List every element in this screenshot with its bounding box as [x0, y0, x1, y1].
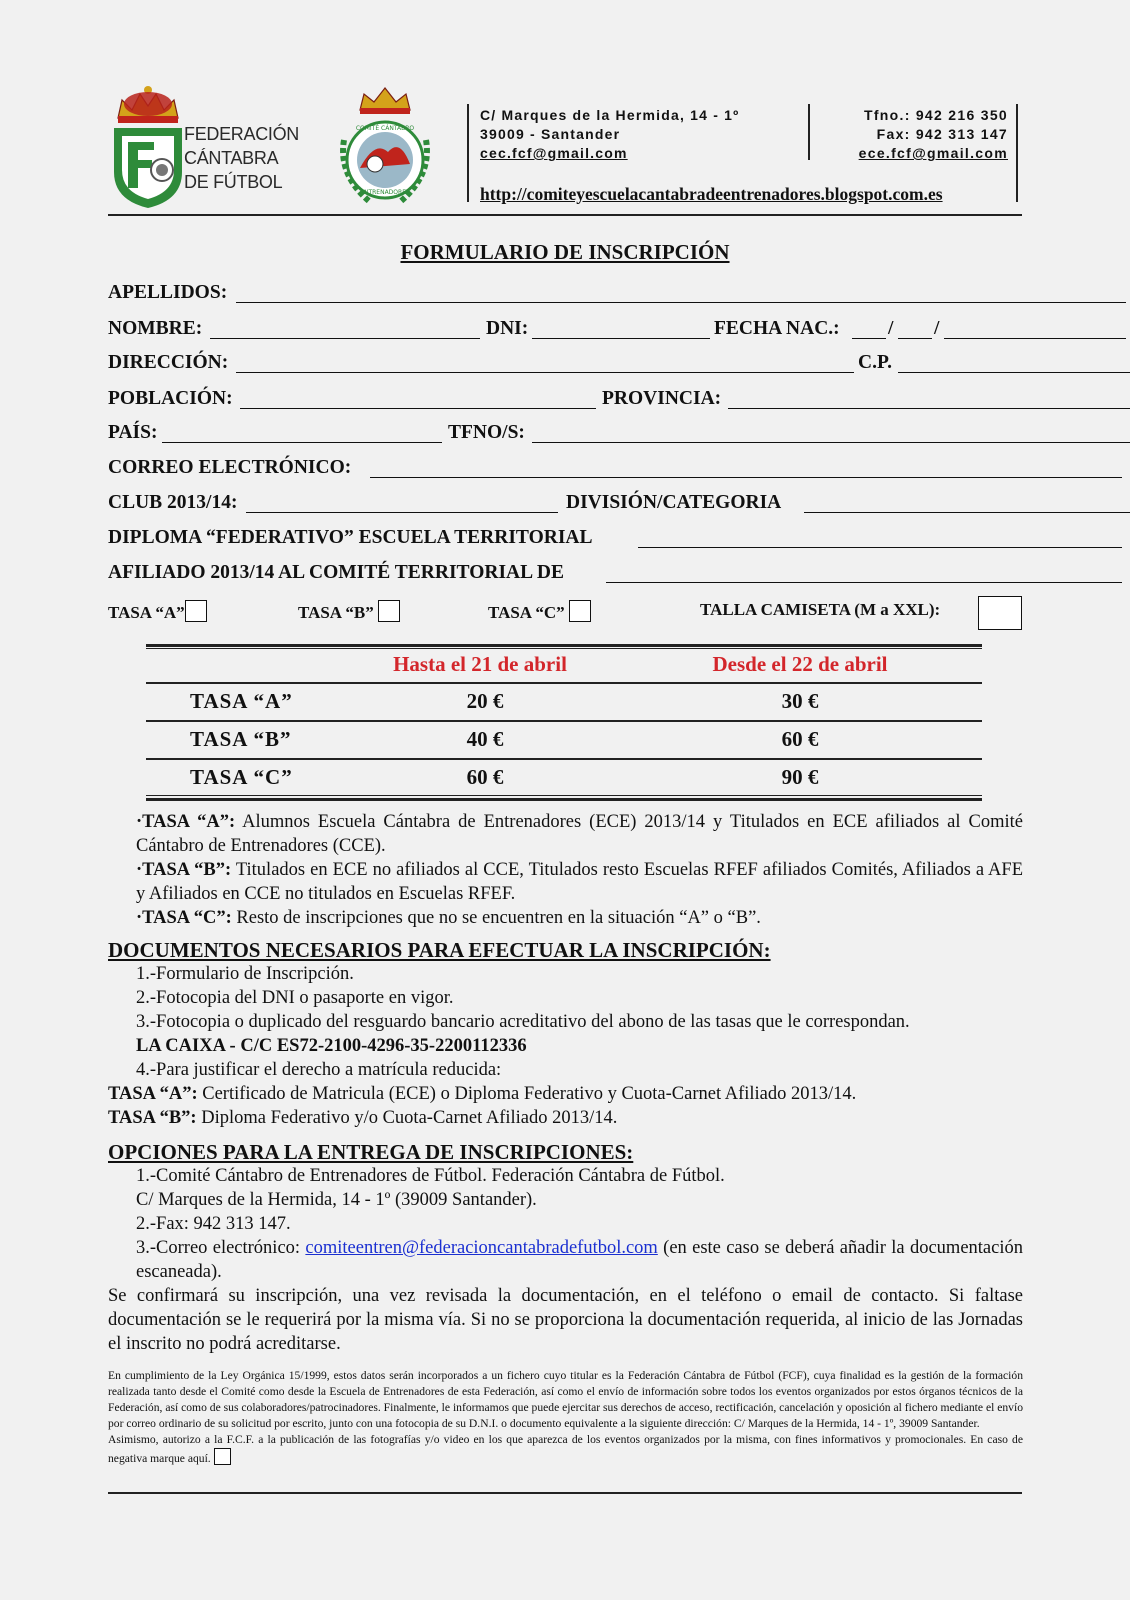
blog-link[interactable]: http://comiteyescuelacantabradeentrenadores.blogspot.com.es [480, 184, 943, 204]
tasa-b-desc-label: ·TASA “B”: [136, 860, 232, 880]
opt-item-3 [108, 1236, 1023, 1284]
doc-item-4: 4.-Para justificar el derecho a matrícula reducida: [136, 1060, 502, 1080]
bank-account: LA CAIXA - C/C ES72-2100-4296-35-2200112336 [136, 1036, 527, 1056]
org-name-line3: DE FÚTBOL [184, 172, 283, 192]
legal-text [108, 1368, 1023, 1467]
col-header-late: Desde el 22 de abril [712, 652, 888, 676]
badge-text-bottom: ENTRENADORES [360, 189, 410, 196]
doc-item-3: 3.-Fotocopia o duplicado del resguardo bancario acreditativo del abono de las tasas que le correspondan. [136, 1012, 910, 1032]
fcf-logo [108, 80, 188, 210]
header-divider [808, 104, 810, 160]
opt-item-2: 2.-Fax: 942 313 147. [136, 1214, 291, 1234]
fee-row-label: TASA “B” [190, 727, 292, 751]
email-link[interactable]: comiteentren@federacioncantabradefutbol.com [305, 1238, 658, 1258]
tasa-a-checkbox[interactable] [185, 600, 207, 622]
fee-early-value: 40 € [466, 727, 504, 751]
doc-tasa-a-text: Certificado de Matricula (ECE) o Diploma Federativo y Cuota-Carnet Afiliado 2013/14. [197, 1084, 857, 1104]
tfnos-label: TFNO/S: [448, 422, 525, 443]
opt-item-3-post: (en este caso se deberá añadir la documentación escaneada). [136, 1238, 1023, 1282]
fee-row-label: TASA “C” [190, 765, 293, 789]
doc-tasa-b-label: TASA “B”: [108, 1108, 197, 1128]
table-rule [146, 720, 982, 722]
confirm-text: Se confirmará su inscripción, una vez revisada la documentación, en el teléfono o email de contacto. Si faltase documentación se le requerirá por la misma vía. Si no se proporciona la documentación requerida, al inicio de las Jornadas el inscrito no podrá acreditarse. [108, 1286, 1023, 1354]
doc-tasa-b-text: Diploma Federativo y/o Cuota-Carnet Afiliado 2013/14. [196, 1108, 618, 1128]
doc-item-1: 1.-Formulario de Inscripción. [136, 964, 354, 984]
poblacion-field[interactable] [240, 388, 596, 409]
contact-address [480, 106, 739, 163]
header-divider [1016, 104, 1018, 202]
correo-label: CORREO ELECTRÓNICO: [108, 457, 352, 478]
afiliado-label: AFILIADO 2013/14 AL COMITÉ TERRITORIAL DE [108, 562, 565, 583]
documentos-heading: DOCUMENTOS NECESARIOS PARA EFECTUAR LA INSCRIPCIÓN: [108, 938, 771, 962]
apellidos-label: APELLIDOS: [108, 282, 228, 303]
cp-field[interactable] [898, 352, 1130, 373]
opciones-section [108, 1140, 1023, 1356]
tasa-b-label: TASA “B” [298, 603, 374, 622]
fee-early-value: 20 € [466, 689, 504, 713]
opciones-heading: OPCIONES PARA LA ENTREGA DE INSCRIPCIONES: [108, 1140, 634, 1164]
provincia-field[interactable] [728, 388, 1130, 409]
fax-text: Fax: 942 313 147 [876, 126, 1008, 142]
header-divider [467, 104, 469, 202]
email-link[interactable]: cec.fcf@gmail.com [480, 145, 628, 161]
footer-rule [108, 1492, 1022, 1494]
fecha-year-field[interactable] [944, 318, 1126, 339]
tasa-a-label: TASA “A” [108, 603, 185, 622]
tasa-a-check-label [108, 600, 207, 623]
fee-late-value: 60 € [781, 727, 819, 751]
address-line2: 39009 - Santander [480, 126, 621, 142]
committee-badge-logo [330, 80, 440, 210]
tasa-b-desc-text: Titulados en ECE no afiliados al CCE, Titulados resto Escuelas RFEF afiliados Comités, Afiliados a AFE y Afiliados en CCE no titulados en Escuelas RFEF. [136, 860, 1023, 904]
header-rule [108, 214, 1022, 216]
fecha-nac-label: FECHA NAC.: [714, 318, 840, 339]
nombre-field[interactable] [210, 318, 480, 339]
doc-tasa-a-label: TASA “A”: [108, 1084, 198, 1104]
tasa-c-checkbox[interactable] [569, 600, 591, 622]
org-name-line1: FEDERACIÓN [184, 124, 300, 144]
division-field[interactable] [804, 492, 1130, 513]
nombre-label: NOMBRE: [108, 318, 203, 339]
org-name-line2: CÁNTABRA [184, 148, 279, 168]
poblacion-label: POBLACIÓN: [108, 388, 233, 409]
dni-label: DNI: [486, 318, 529, 339]
tasa-b-checkbox[interactable] [378, 600, 400, 622]
tasa-a-desc-text: Alumnos Escuela Cántabra de Entrenadores (ECE) 2013/14 y Titulados en ECE afiliados al Comité Cántabro de Entrenadores (CCE). [136, 812, 1023, 856]
consent-checkbox[interactable] [214, 1448, 231, 1465]
club-label: CLUB 2013/14: [108, 492, 238, 513]
apellidos-field[interactable] [236, 282, 1126, 303]
tasa-a-desc [108, 810, 1023, 858]
fee-early-value: 60 € [466, 765, 504, 789]
fee-late-value: 90 € [781, 765, 819, 789]
date-slash: / [888, 318, 894, 339]
diploma-field[interactable] [638, 527, 1122, 548]
table-rule [146, 795, 982, 796]
phone-text: Tfno.: 942 216 350 [863, 107, 1008, 123]
afiliado-field[interactable] [606, 562, 1122, 583]
opt-item-1: 1.-Comité Cántabro de Entrenadores de Fútbol. Federación Cántabra de Fútbol. [136, 1166, 725, 1186]
direccion-field[interactable] [236, 352, 854, 373]
form-title: FORMULARIO DE INSCRIPCIÓN [400, 240, 730, 264]
fee-row-label: TASA “A” [190, 689, 293, 713]
talla-label: TALLA CAMISETA (M a XXL): [700, 600, 941, 619]
table-rule [146, 682, 982, 684]
tasa-c-desc-text: Resto de inscripciones que no se encuentren en la situación “A” o “B”. [231, 908, 761, 928]
dni-field[interactable] [532, 318, 710, 339]
address-line1: C/ Marques de la Hermida, 14 - 1º [480, 107, 740, 123]
tasa-a-desc-label: ·TASA “A”: [136, 812, 236, 832]
date-slash: / [934, 318, 940, 339]
table-rule [146, 758, 982, 760]
fecha-day-field[interactable] [852, 318, 886, 339]
org-name [184, 122, 299, 194]
doc-item-2: 2.-Fotocopia del DNI o pasaporte en vigor. [136, 988, 454, 1008]
club-field[interactable] [246, 492, 558, 513]
tfnos-field[interactable] [532, 422, 1130, 443]
tasa-c-desc [108, 906, 1023, 930]
email2-link[interactable]: ece.fcf@gmail.com [858, 145, 1008, 161]
tasa-descriptions [108, 810, 1023, 930]
doc-tasa-a [108, 1082, 1023, 1106]
pais-label: PAÍS: [108, 422, 158, 443]
provincia-label: PROVINCIA: [602, 388, 722, 409]
cp-label: C.P. [858, 352, 892, 373]
crown-icon [118, 86, 178, 123]
tasa-b-desc [108, 858, 1023, 906]
pais-field[interactable] [162, 422, 442, 443]
documentos-section [108, 938, 1023, 1130]
tasa-c-label: TASA “C” [488, 603, 565, 622]
direccion-label: DIRECCIÓN: [108, 352, 229, 373]
table-rule [146, 644, 982, 647]
crown-icon [360, 88, 410, 114]
opt-item-1b: C/ Marques de la Hermida, 14 - 1º (39009 Santander). [136, 1190, 537, 1210]
diploma-label: DIPLOMA “FEDERATIVO” ESCUELA TERRITORIAL [108, 527, 593, 548]
table-rule [146, 648, 982, 649]
consent-text: Asimismo, autorizo a la F.C.F. a la publicación de las fotografías y/o video en los que aparezca de los eventos organizados por la misma, con fines informativos y promocionales. En caso de negativa marque aquí. [108, 1433, 1023, 1465]
table-rule [146, 798, 982, 801]
talla-input[interactable] [978, 596, 1022, 630]
tasa-c-desc-label: ·TASA “C”: [136, 908, 232, 928]
opt-item-3-pre: 3.-Correo electrónico: [136, 1238, 306, 1258]
doc-tasa-b [108, 1106, 1023, 1130]
col-header-early: Hasta el 21 de abril [393, 652, 567, 676]
badge-text-top: COMITÉ CÁNTABRO [355, 125, 415, 132]
tasa-c-check-label [488, 600, 591, 623]
legal-body: En cumplimiento de la Ley Orgánica 15/1999, estos datos serán incorporados a un fichero cuyo titular es la Federación Cántabra de Fútbol (FCF), cuya finalidad es la gestión de la formación realizada tanto desde el Comité como desde la Escuela de Entrenadores de esta Federación, así como el envío de información sobre todos los eventos organizados por estos órganos técnicos de la Federación, así como de sus colaboradores/patrocinadores. Finalmente, le informamos que puede ejercitar sus derechos de acceso, rectificación, cancelación y oposición al fichero mediante el envío por correo ordinario de su solicitud por escrito, junto con una fotocopia de su D.N.I. o documento equivalente a la siguiente dirección: C/ Marques de la Hermida, 14 - 1º, 39009 Santander. [108, 1369, 1023, 1430]
tasa-b-check-label [298, 600, 400, 623]
division-label: DIVISIÓN/CATEGORIA [566, 492, 782, 513]
contact-phone [812, 106, 1008, 163]
fee-late-value: 30 € [781, 689, 819, 713]
fecha-month-field[interactable] [898, 318, 932, 339]
correo-field[interactable] [370, 457, 1122, 478]
